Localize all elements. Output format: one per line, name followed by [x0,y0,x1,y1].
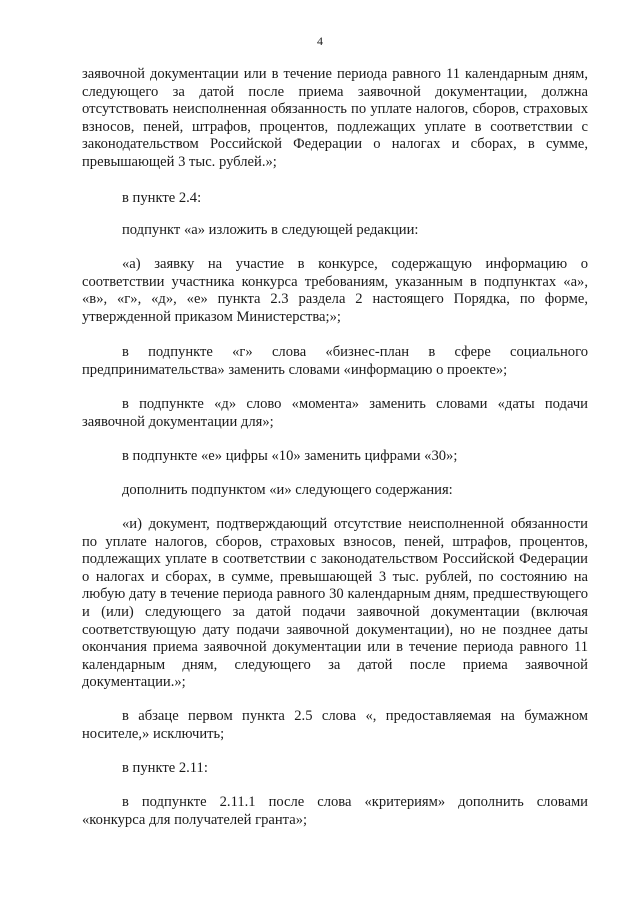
paragraph-continuation: заявочной документации или в течение периода равного 11 календарным дням, следующего за датой после приема заявочной документации, должна отсутствовать неисполненная обязанность по уплате налогов, сборов, страховых взносов, пеней, штрафов, процентов, подлежащих уплате в соответствии с законодательством Российской Федерации о налогах и сборах, в сумме, превышающей 3 тыс. рублей.»; [82,66,588,170]
paragraph-subitem-a-intro: подпункт «а» изложить в следующей редакции: [122,222,419,238]
paragraph-subitem-g: в подпункте «г» слова «бизнес-план в сфере социального предпринимательства» заменить словами «информацию о проекте»; [82,344,588,378]
paragraph-subitem-2-11-1: в подпункте 2.11.1 после слова «критериям» дополнить словами «конкурса для получателей гранта»; [82,794,588,828]
paragraph-subitem-d: в подпункте «д» слово «момента» заменить словами «даты подачи заявочной документации для»; [82,396,588,430]
paragraph-item-2-5: в абзаце первом пункта 2.5 слова «, предоставляемая на бумажном носителе,» исключить; [82,708,588,742]
paragraph-item-2-11: в пункте 2.11: [122,760,208,776]
paragraph-subitem-i-text: «и) документ, подтверждающий отсутствие неисполненной обязанности по уплате налогов, сборов, страховых взносов, пеней, штрафов, процентов, подлежащих уплате в соответствии с законодательством Российской Федерации о налогах и сборах, в сумме, превышающей 3 тыс. рублей, по состоянию на любую дату в течение периода равного 30 календарным дням, предшествующего и (или) следующего за датой подачи заявочной документации (включая соответствующую дату подачи заявочной документации), но не позднее даты окончания приема заявочной документации или в течение периода равного 11 календарным дням, следующего за датой после приема заявочной документации.»; [82,516,588,691]
paragraph-item-2-4: в пункте 2.4: [122,190,202,206]
paragraph-add-subitem-i: дополнить подпунктом «и» следующего содержания: [122,482,453,498]
paragraph-subitem-e: в подпункте «е» цифры «10» заменить цифрами «30»; [122,448,458,464]
paragraph-subitem-a-text: «а) заявку на участие в конкурсе, содержащую информацию о соответствии участника конкурса требованиям, указанным в подпунктах «а», «в», «г», «д», «е» пункта 2.3 раздела 2 настоящего Порядка, по форме, утвержденной приказом Министерства;»; [82,256,588,325]
page-number: 4 [317,34,323,48]
